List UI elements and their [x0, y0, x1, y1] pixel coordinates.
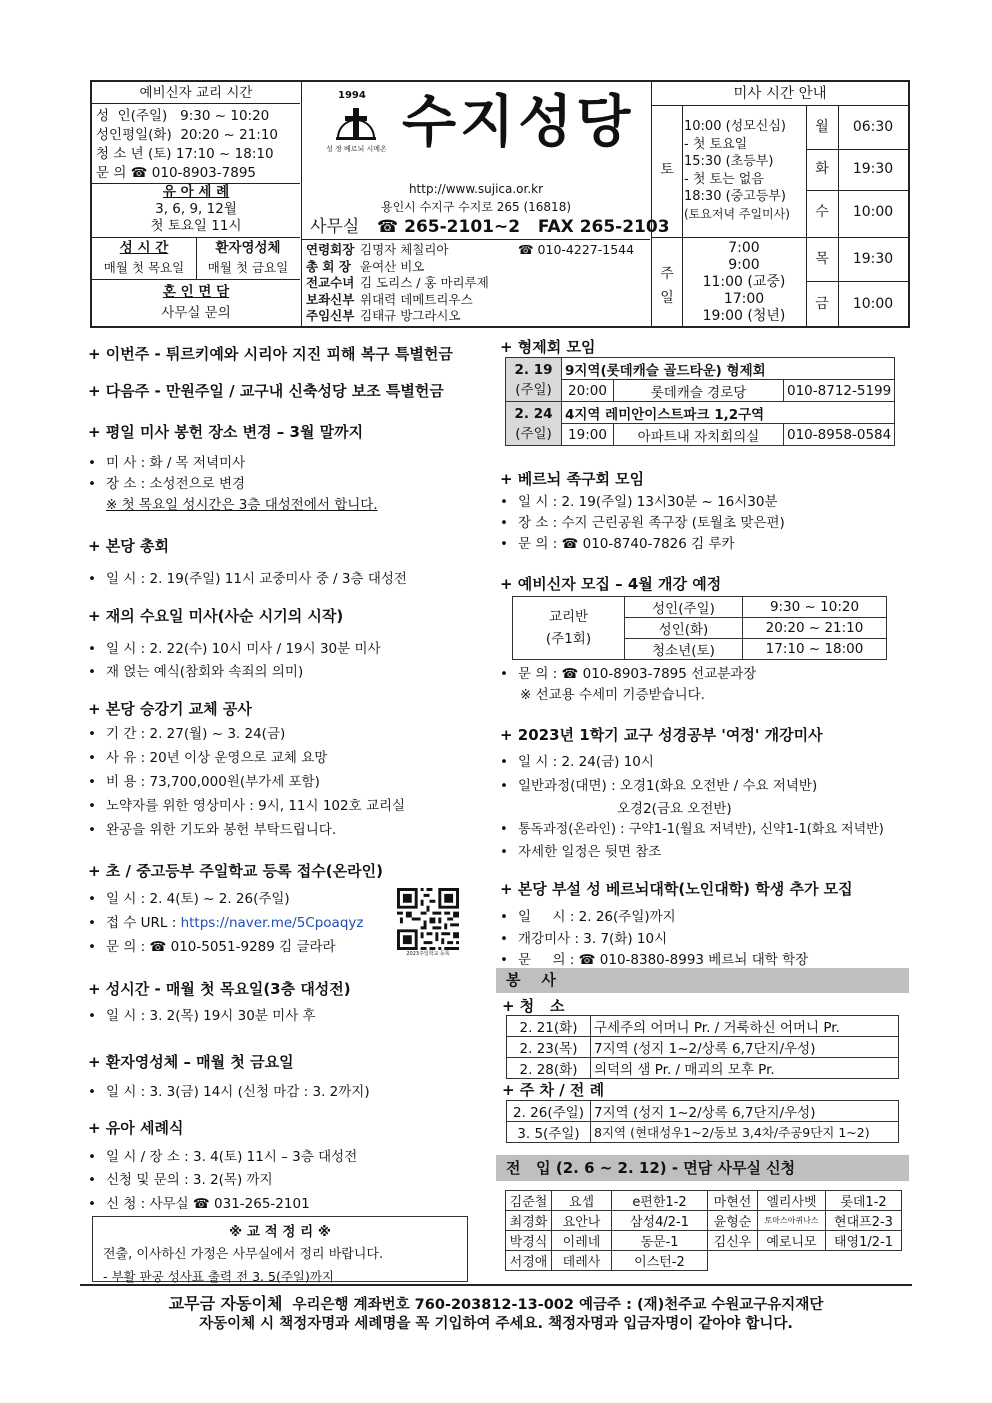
list-item: • 신청 및 문의 : 3. 2(목) 까지 — [88, 1168, 273, 1188]
meeting-zone: 9지역(롯데캐슬 골드타운) 형제회 — [562, 358, 895, 380]
transfer-cell: 동문-1 — [612, 1231, 708, 1251]
list-item: • 자세한 일정은 뒷면 참조 — [500, 840, 661, 860]
transfer-cell: 박경식 — [506, 1231, 552, 1251]
infant-baptism-when: 첫 토요일 11시 — [150, 218, 242, 234]
list-item: • 일반과정(대면) : 오경1(화요 오전반 / 수요 저녁반) — [500, 774, 817, 794]
transfer-cell: 현대프2-3 — [826, 1211, 902, 1231]
transfer-cell: 토마스아퀴나스 — [758, 1211, 826, 1231]
class-group: 성인(화) — [625, 618, 743, 639]
transfer-cell — [758, 1251, 826, 1271]
transfer-cell — [826, 1251, 902, 1271]
office-contact — [310, 216, 670, 238]
list-item: • 문 의 : ☎ 010-8740-7826 김 루카 — [500, 532, 735, 552]
parish-address: 용인시 수지구 수지로 265 (16818) — [380, 200, 572, 214]
transfer-cell: 삼성4/2-1 — [612, 1211, 708, 1231]
list-item: • 장 소 : 수지 근린공원 족구장 (토월초 맞은편) — [500, 511, 785, 531]
sat-time: 10:00 (성모신심) — [684, 119, 786, 134]
transfer-cell: 마현선 — [708, 1191, 758, 1211]
list-item — [88, 911, 363, 931]
transfer-cell: 이레네 — [552, 1231, 612, 1251]
clean-date: 2. 28(화) — [507, 1058, 591, 1079]
staff-row: 전교수녀 김 도리스 / 홍 마리루제 — [306, 275, 489, 290]
notice-weekday-mass: + 평일 미사 봉헌 장소 변경 – 3월 말까지 — [88, 423, 364, 441]
clean-date: 2. 23(목) — [507, 1037, 591, 1058]
clean-duty: 구세주의 어머니 Pr. / 거룩하신 어머니 Pr. — [591, 1016, 899, 1037]
list-item: • 일 시 : 3. 2(목) 19시 30분 미사 후 — [88, 1004, 316, 1024]
weekday-day: 목 — [815, 251, 829, 267]
sat-time: (토요저녁 주일미사) — [684, 206, 790, 221]
catechism-title: 예비신자 교리 시간 — [92, 82, 300, 104]
church-cross-icon — [334, 102, 378, 142]
sun-time: 11:00 (교중) — [702, 274, 786, 290]
sun-time: 17:00 — [723, 291, 765, 307]
url-label: 접 수 URL : — [106, 915, 181, 931]
transfer-cell: 김준철 — [506, 1191, 552, 1211]
transfer-cell: 요안나 — [552, 1211, 612, 1231]
sat-time: 15:30 (초등부) — [684, 154, 774, 169]
transfer-cell: e편한1-2 — [612, 1191, 708, 1211]
footer-divider — [80, 1284, 912, 1286]
notice-holy-hour: + 성시간 - 매월 첫 목요일(3층 대성전) — [88, 980, 351, 998]
sunday-label: 주일 — [660, 266, 674, 306]
transfer-cell: 태영1/2-1 — [826, 1231, 902, 1251]
list-item: • 장 소 : 소성전으로 변경 — [88, 472, 245, 492]
notice-note: ※ 첫 목요일 성시간은 3층 대성전에서 합니다. — [106, 497, 378, 513]
catechumen-class: 교리반 (주1회) — [513, 597, 625, 660]
qr-code[interactable] — [396, 888, 460, 960]
sun-time: 19:00 (청년) — [702, 308, 786, 324]
catechism-row: 청 소 년 (토) 17:10 ~ 18:10 — [96, 146, 274, 162]
list-item: • 신 청 : 사무실 ☎ 031-265-2101 — [88, 1192, 310, 1212]
catechism-schedule — [96, 107, 300, 183]
cleaning-title: + 청 소 — [502, 997, 565, 1015]
meeting-date: 2. 24 (주일) — [506, 402, 562, 446]
transfer-cell: 데레사 — [552, 1251, 612, 1271]
record-title: ※ 교 적 정 리 ※ — [229, 1224, 331, 1240]
transfer-cell: 롯데1-2 — [826, 1191, 902, 1211]
transfer-band: 전 입 (2. 6 ~ 2. 12) - 면담 사무실 신청 — [496, 1155, 909, 1181]
transfer-cell: 예로니모 — [758, 1231, 826, 1251]
meeting-phone: 010-8958-0584 — [784, 424, 895, 446]
record-line: 전출, 이사하신 가정은 사무실에서 정리 바랍니다. — [103, 1247, 384, 1262]
office-label: 사무실 — [310, 217, 360, 237]
list-item: • 완공을 위한 기도와 봉헌 부탁드립니다. — [88, 818, 336, 838]
marriage-title: 혼 인 면 담 — [162, 284, 230, 300]
notice-elevator: + 본당 승강기 교체 공사 — [88, 700, 252, 718]
class-time: 20:20 ~ 21:10 — [743, 618, 887, 639]
list-item: • 일 시 : 2. 19(주일) 11시 교중미사 중 / 3층 대성전 — [88, 567, 407, 587]
clean-duty: 의덕의 샘 Pr. / 매괴의 모후 Pr. — [591, 1058, 899, 1079]
transfer-cell: 최경화 — [506, 1211, 552, 1231]
saturday-label: 토 — [660, 162, 674, 178]
record-notice-box — [92, 1216, 468, 1282]
weekday-day: 금 — [815, 296, 829, 312]
sick-communion-title: 환자영성체 — [215, 240, 281, 256]
weekday-time: 19:30 — [852, 251, 894, 267]
parking-duty: 8지역 (현대성우1~2/동보 3,4차/주공9단지 1~2) — [591, 1122, 899, 1143]
notice-ash-wednesday: + 재의 수요일 미사(사순 시기의 시작) — [88, 607, 344, 625]
mass-title: 미사 시간 안내 — [652, 82, 908, 106]
list-item: • 노약자를 위한 영상미사 : 9시, 11시 102호 교리실 — [88, 794, 405, 814]
sun-time: 7:00 — [728, 240, 760, 256]
qr-caption: 2023주일학교 등록 — [406, 951, 450, 957]
transfer-cell: 이스턴-2 — [612, 1251, 708, 1271]
weekday-day: 월 — [815, 119, 829, 135]
holy-hour-title: 성 시 간 — [119, 240, 169, 256]
sat-time: 18:30 (중고등부) — [684, 189, 786, 204]
transfer-table — [505, 1190, 902, 1271]
notice-note: ※ 선교용 수세미 기증받습니다. — [520, 687, 705, 703]
saturday-times — [684, 118, 806, 223]
sick-communion-when: 매월 첫 금요일 — [207, 260, 289, 275]
office-phone: ☎ 265-2101~2 — [377, 217, 521, 237]
marriage-when: 사무실 문의 — [161, 305, 231, 321]
catechism-row: 성인평일(화) 20:20 ~ 21:10 — [96, 127, 279, 143]
sat-time: - 첫 토는 없음 — [684, 171, 764, 187]
list-item: • 일 시 : 2. 24(금) 10시 — [500, 750, 654, 770]
record-line: - 부활 판공 성사표 출력 전 3. 5(주일)까지 — [103, 1269, 335, 1284]
parking-title: + 주 차 / 전 례 — [502, 1081, 605, 1099]
list-item: • 미 사 : 화 / 목 저녁미사 — [88, 451, 245, 471]
class-time: 9:30 ~ 10:20 — [743, 597, 887, 618]
university-title: + 본당 부설 성 베르뇌대학(노인대학) 학생 추가 모집 — [500, 880, 853, 898]
staff-row: 연령회장 김명자 체칠리아 ☎ 010-4227-1544 — [306, 242, 635, 257]
logo-year: 1994 — [338, 90, 366, 101]
office-fax: FAX 265-2103 — [537, 217, 670, 237]
staff-row: 보좌신부 위대력 데메트리우스 — [306, 291, 473, 307]
notice-sick-communion: + 환자영성체 – 매월 첫 금요일 — [88, 1053, 294, 1071]
brotherhood-table — [505, 357, 895, 446]
meeting-place: 아파트내 자치회의실 — [614, 424, 784, 446]
footer-line-1 — [80, 1294, 912, 1315]
catechumen-table — [512, 596, 887, 660]
meeting-zone: 4지역 레미안이스트파크 1,2구역 — [562, 402, 895, 424]
holy-hour-when: 매월 첫 목요일 — [103, 260, 185, 275]
weekday-time: 10:00 — [852, 204, 894, 220]
weekday-time: 19:30 — [852, 161, 894, 177]
notice-next-week: + 다음주 - 만원주일 / 교구내 신축성당 보조 특별헌금 — [88, 382, 444, 400]
list-item: • 문 의 : ☎ 010-8903-7895 선교분과장 — [500, 662, 756, 682]
transfer-cell — [708, 1251, 758, 1271]
sat-time: - 첫 토요일 — [684, 136, 748, 152]
meeting-phone: 010-8712-5199 — [784, 380, 895, 402]
registration-link[interactable]: https://naver.me/5Cpoaqyz — [180, 915, 364, 931]
list-item: • 사 유 : 20년 이상 운영으로 교체 요망 — [88, 746, 327, 766]
bible-study-title: + 2023년 1학기 교구 성경공부 '여정' 개강미사 — [500, 726, 823, 744]
catechism-panel — [92, 82, 302, 326]
staff-list — [306, 242, 650, 325]
parking-duty: 7지역 (성지 1~2/상록 6,7단지/우성) — [591, 1101, 899, 1122]
footvolley-title: + 베르뇌 족구회 모임 — [500, 470, 645, 488]
list-item: • 기 간 : 2. 27(월) ~ 3. 24(금) — [88, 722, 285, 742]
notice-special-collection: + 이번주 - 튀르키예와 시리아 지진 피해 복구 특별헌금 — [88, 345, 453, 363]
footer — [80, 1294, 912, 1334]
parish-url: http://www.sujica.or.kr — [408, 182, 544, 196]
list-item-cont: 오경2(금요 오전반) — [617, 801, 732, 817]
list-item: • 문 의 : ☎ 010-8380-8993 베르뇌 대학 학장 — [500, 948, 808, 968]
transfer-cell: 윤형순 — [708, 1211, 758, 1231]
catechism-row: 성 인(주일) 9:30 ~ 10:20 — [96, 108, 270, 124]
meeting-time: 19:00 — [562, 424, 614, 446]
list-item: • 일 시 : 3. 3(금) 14시 (신청 마감 : 3. 2까지) — [88, 1080, 370, 1100]
service-band: 봉 사 — [496, 968, 909, 993]
qr-code-icon — [396, 888, 460, 950]
staff-row: 총 회 장 윤여산 비오 — [306, 258, 425, 274]
bulletin-header — [90, 80, 910, 328]
mass-schedule-panel — [652, 82, 908, 326]
parking-date: 3. 5(주일) — [507, 1122, 591, 1143]
weekday-day: 수 — [815, 204, 829, 220]
list-item: • 재 얹는 예식(참회와 속죄의 의미) — [88, 660, 303, 680]
class-group: 성인(주일) — [625, 597, 743, 618]
list-item: • 일 시 / 장 소 : 3. 4(토) 11시 – 3층 대성전 — [88, 1145, 357, 1165]
logo-caption: 성 정 베르뇌 시메온 — [326, 145, 387, 153]
bank-account: 우리은행 계좌번호 760-203812-13-002 예금주 : (재)천주교 수원교구유지재단 — [292, 1297, 824, 1313]
infant-baptism-title: 유 아 세 례 — [162, 184, 230, 200]
meeting-date: 2. 19 (주일) — [506, 358, 562, 402]
weekday-day: 화 — [815, 161, 829, 177]
list-item: • 일 시 : 2. 19(주일) 13시30분 ~ 16시30분 — [500, 490, 778, 510]
sun-time: 9:00 — [728, 257, 760, 273]
meeting-time: 20:00 — [562, 380, 614, 402]
footer-line-2: 자동이체 시 책정자명과 세례명을 꼭 기입하여 주세요. 책정자명과 입금자명이 같아야 합니다. — [199, 1316, 793, 1332]
brotherhood-title: + 형제회 모임 — [500, 338, 596, 356]
infant-baptism-months: 3, 6, 9, 12월 — [155, 201, 237, 217]
transfer-cell: 요셉 — [552, 1191, 612, 1211]
notice-sunday-school: + 초 / 중고등부 주일학교 등록 접수(온라인) — [88, 862, 383, 880]
notice-infant-baptism: + 유아 세례식 — [88, 1119, 184, 1137]
clean-date: 2. 21(화) — [507, 1016, 591, 1037]
list-item: • 일 시 : 2. 22(수) 10시 미사 / 19시 30분 미사 — [88, 637, 381, 657]
list-item: • 통독과정(온라인) : 구약1-1(월요 저녁반), 신약1-1(화요 저녁반) — [500, 818, 884, 837]
class-group: 청소년(토) — [625, 639, 743, 660]
clean-duty: 7지역 (성지 1~2/상록 6,7단지/우성) — [591, 1037, 899, 1058]
sunday-times — [682, 240, 806, 325]
list-item: • 개강미사 : 3. 7(화) 10시 — [500, 927, 667, 947]
catechism-contact: 문 의 ☎ 010-8903-7895 — [96, 165, 256, 181]
parking-table — [506, 1100, 899, 1143]
transfer-cell: 엘리사벳 — [758, 1191, 826, 1211]
notice-general-assembly: + 본당 총회 — [88, 537, 169, 555]
class-time: 17:10 ~ 18:00 — [743, 639, 887, 660]
meeting-place: 롯데캐슬 경로당 — [614, 380, 784, 402]
parking-date: 2. 26(주일) — [507, 1101, 591, 1122]
cleaning-table — [506, 1015, 899, 1079]
list-item: • 문 의 : ☎ 010-5051-9289 김 글라라 — [88, 935, 336, 955]
staff-row: 주임신부 김태규 방그라시오 — [306, 308, 461, 323]
parish-name: 수지성당 — [402, 90, 635, 155]
weekday-time: 06:30 — [852, 119, 894, 135]
list-item: • 일 시 : 2. 4(토) ~ 2. 26(주일) — [88, 887, 290, 907]
parish-logo — [326, 90, 390, 158]
transfer-cell: 김신우 — [708, 1231, 758, 1251]
list-item: • 일 시 : 2. 26(주일)까지 — [500, 905, 676, 925]
catechumen-title: + 예비신자 모집 – 4월 개강 예정 — [500, 575, 722, 593]
weekday-time: 10:00 — [852, 296, 894, 312]
transfer-cell: 서경애 — [506, 1251, 552, 1271]
list-item: • 비 용 : 73,700,000원(부가세 포함) — [88, 770, 320, 790]
auto-transfer-label: 교무금 자동이체 — [168, 1294, 283, 1313]
